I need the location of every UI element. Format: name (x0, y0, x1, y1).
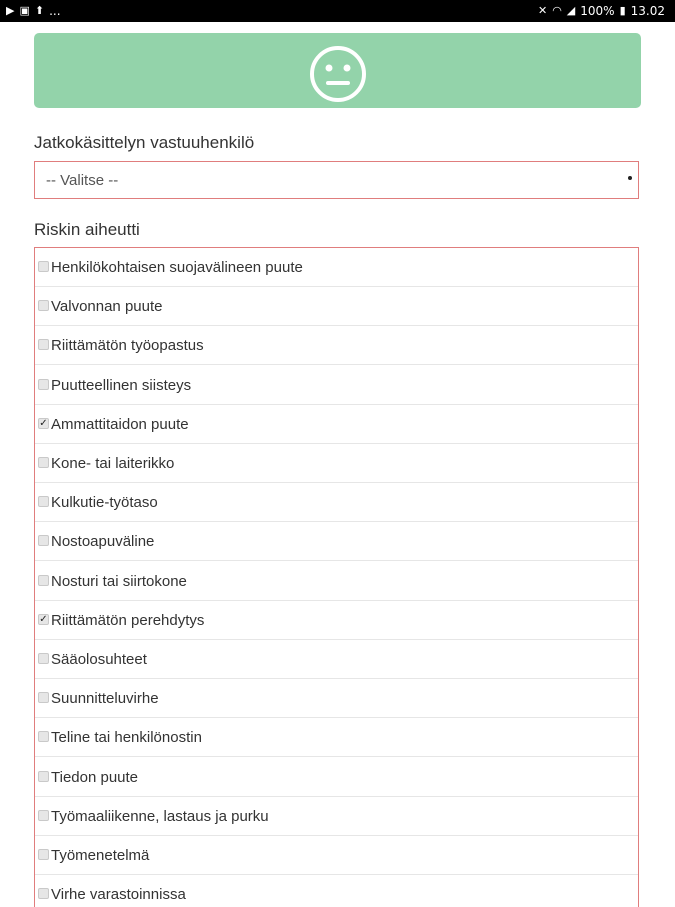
cause-option-row[interactable] (35, 248, 638, 287)
cause-option-label: Nosturi tai siirtokone (51, 572, 187, 590)
responsible-select[interactable] (34, 161, 639, 199)
cause-option-row[interactable] (35, 797, 638, 836)
checkbox[interactable] (38, 888, 49, 899)
checkbox[interactable] (38, 261, 49, 272)
cause-option-label: Riittämätön perehdytys (51, 611, 205, 629)
cause-option-row[interactable] (35, 640, 638, 679)
cause-option-label: Virhe varastoinnissa (51, 886, 186, 904)
checkbox-checked[interactable]: ✓ (39, 613, 48, 625)
cause-checkbox-list (34, 247, 639, 907)
cause-option-row[interactable] (35, 679, 638, 718)
cause-option-row[interactable] (35, 522, 638, 561)
cause-option-row[interactable] (35, 483, 638, 522)
battery-level: 100% (580, 4, 615, 18)
cause-option-label: Suunnitteluvirhe (51, 690, 159, 708)
cause-option-label: Nostoapuväline (51, 533, 155, 551)
status-bar (0, 0, 675, 22)
checkbox[interactable] (38, 849, 49, 860)
checkbox[interactable] (38, 457, 49, 468)
cause-option-label: Kulkutie-työtaso (51, 494, 158, 512)
cause-option-row[interactable] (35, 562, 638, 601)
responsible-label: Jatkokäsittelyn vastuuhenkilö (34, 133, 255, 152)
checkbox[interactable] (38, 731, 49, 742)
cause-option-label: Työmaaliikenne, lastaus ja purku (51, 807, 269, 825)
cause-option-row[interactable] (35, 287, 638, 326)
cause-option-row[interactable] (35, 366, 638, 405)
cause-option-label: Sääolosuhteet (51, 651, 147, 668)
play-icon: ▶ (6, 4, 15, 17)
cause-option-label: Puutteellinen siisteys (51, 376, 192, 394)
cause-option-row[interactable] (35, 405, 638, 444)
checkbox[interactable] (38, 339, 49, 350)
checkbox[interactable] (38, 496, 49, 507)
neutral-face-icon (309, 45, 367, 103)
cause-option-row[interactable] (35, 444, 638, 483)
cause-option-label: Työmenetelmä (51, 847, 150, 864)
cause-option-label: Tiedon puute (51, 768, 139, 786)
status-bar-right (538, 3, 665, 19)
checkbox[interactable] (38, 300, 49, 311)
cause-option-row[interactable] (35, 326, 638, 365)
checkbox[interactable] (38, 535, 49, 546)
cause-option-row[interactable] (35, 718, 638, 757)
battery-icon: ▮ (619, 4, 626, 17)
wifi-icon: ◠ (552, 4, 562, 17)
cause-option-label: Riittämätön työopastus (51, 337, 204, 355)
status-bar-left (6, 3, 61, 19)
person-icon: ⬆ (34, 4, 45, 17)
clock: 13.02 (630, 4, 665, 18)
checkbox[interactable] (38, 692, 49, 703)
signal-icon: ◢ (566, 4, 576, 17)
checkbox[interactable] (38, 810, 49, 821)
cause-option-row[interactable] (35, 758, 638, 797)
checkbox-checked[interactable]: ✓ (39, 417, 48, 429)
cause-option-label: Ammattitaidon puute (51, 415, 189, 433)
checkbox[interactable] (38, 575, 49, 586)
checkbox[interactable] (38, 771, 49, 782)
mute-icon: ✕ (537, 4, 548, 17)
cause-option-label: Kone- tai laiterikko (51, 455, 175, 472)
responsible-select-value: -- Valitse -- (46, 172, 119, 189)
cause-option-label: Henkilökohtaisen suojavälineen puute (51, 259, 303, 276)
cause-label: Riskin aiheutti (34, 220, 140, 239)
cause-option-row[interactable] (35, 875, 638, 907)
cause-option-label: Valvonnan puute (51, 298, 163, 316)
cause-option-row[interactable] (35, 836, 638, 875)
cause-option-row[interactable] (35, 601, 638, 640)
gallery-icon: ▣ (19, 4, 30, 17)
cause-option-label: Teline tai henkilönostin (51, 729, 202, 747)
status-overflow: ... (49, 4, 61, 18)
checkbox[interactable] (38, 379, 49, 390)
checkbox[interactable] (38, 653, 49, 664)
dropdown-arrow-icon (628, 176, 632, 180)
